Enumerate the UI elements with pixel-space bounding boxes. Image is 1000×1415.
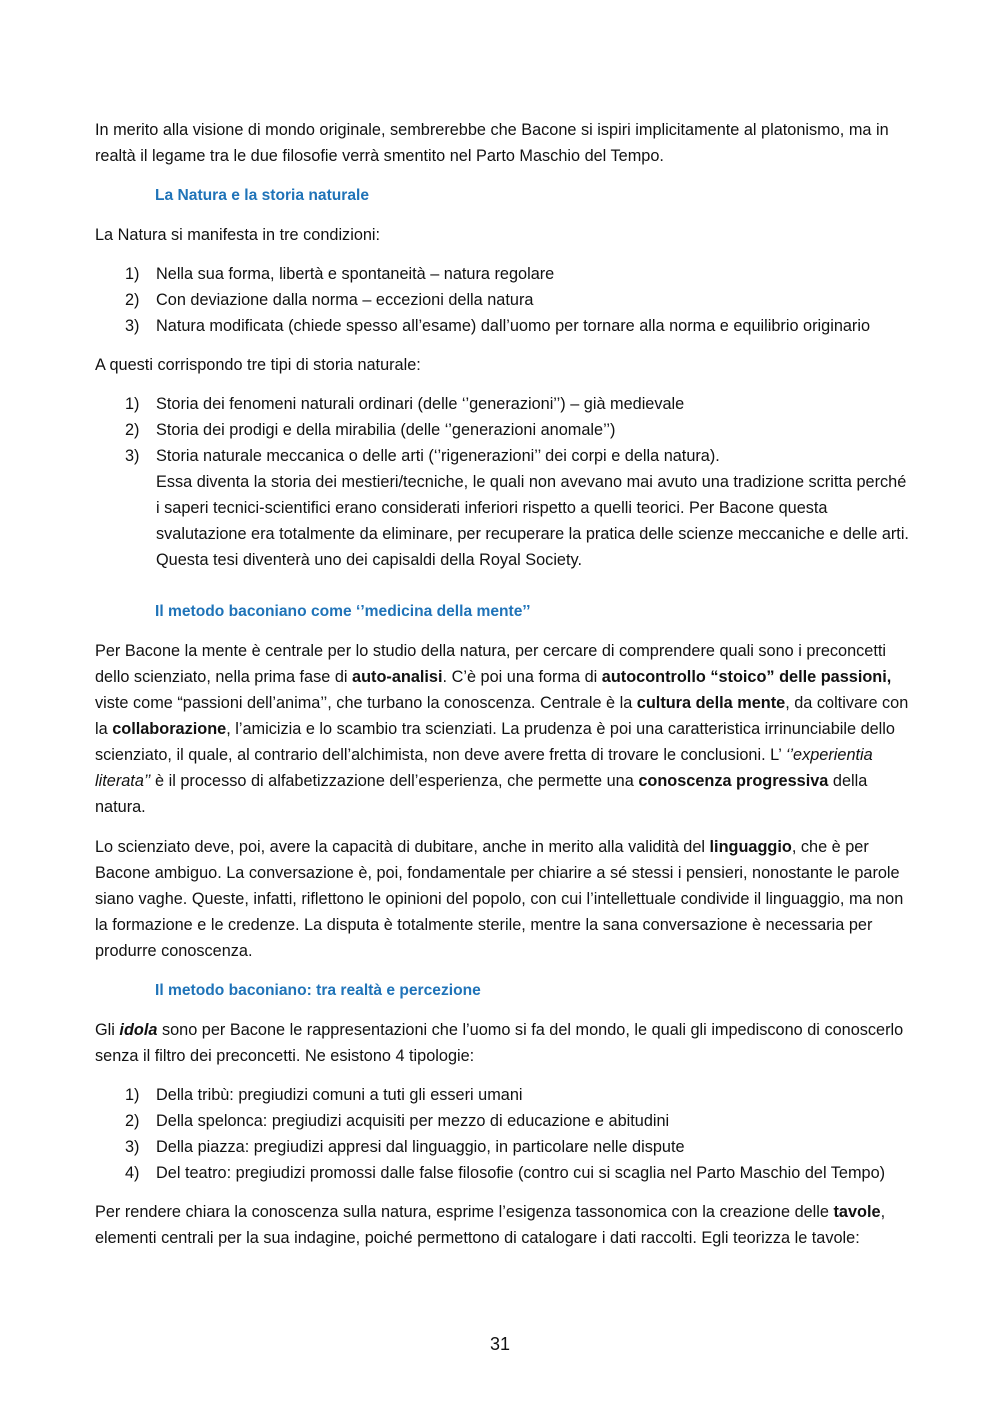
list-item: [95, 1108, 910, 1134]
natura-conditions-list: [95, 261, 910, 339]
list-item: [95, 417, 910, 443]
list-item: [95, 391, 910, 417]
idola-paragraph: [95, 1017, 910, 1069]
list-item-text: Natura modificata (chiede spesso all’esame) dall’uomo per tornare alla norma e equilibrio originario: [156, 317, 871, 335]
list-item: [95, 287, 910, 313]
list-item-text: Storia naturale meccanica o delle arti (‘’rigenerazioni’’ dei corpi e della natura).: [156, 447, 720, 465]
section-heading-percezione: Il metodo baconiano: tra realtà e percezione: [155, 982, 481, 999]
list-item-continuation: Essa diventa la storia dei mestieri/tecniche, le quali non avevano mai avuto una tradizione scritta perché i saperi tecnici-scientifici erano considerati inferiori rispetto a quelli teorici. Per Bacone questa svalutazione era totalmente da eliminare, per recuperare la pratica delle scienze meccaniche e delle arti. Questa tesi diventerà uno dei capisaldi della Royal Society.: [156, 473, 909, 569]
list-item: [95, 443, 910, 573]
list-number: 1): [125, 395, 140, 413]
list-item-text: Della spelonca: pregiudizi acquisiti per mezzo di educazione e abitudini: [156, 1112, 670, 1130]
bold-term: autocontrollo “stoico” delle passioni,: [601, 668, 892, 686]
text-run: è il processo di alfabetizzazione dell’esperienza, che permette una: [150, 772, 639, 790]
natura-conditions-intro: La Natura si manifesta in tre condizioni:: [95, 226, 381, 244]
bold-italic-term: idola: [119, 1021, 158, 1039]
list-item: [95, 1134, 910, 1160]
list-item-text: Della piazza: pregiudizi appresi dal linguaggio, in particolare nelle dispute: [156, 1138, 685, 1156]
list-number: 3): [125, 317, 140, 335]
bold-term: auto-analisi: [352, 668, 443, 686]
bold-term: linguaggio: [709, 838, 792, 856]
linguaggio-paragraph: [95, 834, 910, 964]
list-number: 2): [125, 421, 140, 439]
italic-term: ‘’experientia literata’’: [95, 746, 873, 790]
bold-term: tavole: [833, 1203, 881, 1221]
tavole-paragraph: [95, 1199, 910, 1251]
medicina-paragraph: [95, 638, 910, 820]
section-heading-natura: La Natura e la storia naturale: [155, 187, 370, 204]
list-item: [95, 313, 910, 339]
section-heading-medicina: Il metodo baconiano come ‘’medicina della mente’’: [155, 603, 531, 620]
storia-types-intro: A questi corrispondo tre tipi di storia naturale:: [95, 356, 421, 374]
list-item-text: Con deviazione dalla norma – eccezioni della natura: [156, 291, 534, 309]
list-number: 3): [125, 447, 140, 465]
list-number: 1): [125, 1086, 140, 1104]
idola-list: [95, 1082, 910, 1186]
text-run: Per rendere chiara la conoscenza sulla natura, esprime l’esigenza tassonomica con la creazione delle: [95, 1203, 834, 1221]
text-run: Lo scienziato deve, poi, avere la capacità di dubitare, anche in merito alla validità del: [95, 838, 710, 856]
text-run: , l’amicizia e lo scambio tra scienziati. La prudenza è poi una caratteristica irrinunciabile dello scienziato, il quale, al contrario dell’alchimista, non deve avere fretta di trovare le conclusioni. L’: [95, 720, 895, 764]
text-run: . C’è poi una forma di: [442, 668, 602, 686]
bold-term: conoscenza progressiva: [638, 772, 829, 790]
text-run: della natura.: [95, 772, 868, 816]
list-item-text: Nella sua forma, libertà e spontaneità – natura regolare: [156, 265, 555, 283]
list-item: [95, 1160, 910, 1186]
text-run: sono per Bacone le rappresentazioni che l’uomo si fa del mondo, le quali gli impediscono di conoscerlo senza il filtro dei preconcetti. Ne esistono 4 tipologie:: [95, 1021, 904, 1065]
storia-types-list: [95, 391, 910, 573]
list-item-text: Storia dei prodigi e della mirabilia (delle ‘’generazioni anomale’’): [156, 421, 616, 439]
text-run: , elementi centrali per la sua indagine, poiché permettono di catalogare i dati raccolti. Egli teorizza le tavole:: [95, 1203, 886, 1247]
list-number: 2): [125, 1112, 140, 1130]
list-item-text: Storia dei fenomeni naturali ordinari (delle ‘’generazioni’’) – già medievale: [156, 395, 685, 413]
list-item-text: Della tribù: pregiudizi comuni a tuti gli esseri umani: [156, 1086, 523, 1104]
text-run: Gli: [95, 1021, 120, 1039]
text-run: Per Bacone la mente è centrale per lo studio della natura, per cercare di comprendere quali sono i preconcetti dello scienziato, nella prima fase di: [95, 642, 887, 686]
list-item: [95, 1082, 910, 1108]
list-number: 4): [125, 1164, 140, 1182]
text-run: , che è per Bacone ambiguo. La conversazione è, poi, fondamentale per chiarire a sé stessi i pensieri, nonostante le parole siano vaghe. Queste, infatti, riflettono le opinioni del popolo, con cui l’intellettuale condivide il linguaggio, ma non la formazione e le credenze. La disputa è totalmente sterile, mentre la sana conversazione è necessaria per produrre conoscenza.: [95, 838, 904, 960]
bold-term: cultura della mente: [636, 694, 786, 712]
list-number: 2): [125, 291, 140, 309]
bold-term: collaborazione: [112, 720, 227, 738]
text-run: , da coltivare con la: [95, 694, 909, 738]
list-item: [95, 261, 910, 287]
text-run: viste come “passioni dell’anima’’, che turbano la conoscenza. Centrale è la: [95, 694, 637, 712]
document-page: [95, 117, 910, 1251]
intro-paragraph: In merito alla visione di mondo originale, sembrerebbe che Bacone si ispiri implicitamente al platonismo, ma in realtà il legame tra le due filosofie verrà smentito nel Parto Maschio del Tempo.: [95, 121, 889, 165]
list-number: 1): [125, 265, 140, 283]
list-number: 3): [125, 1138, 140, 1156]
list-item-text: Del teatro: pregiudizi promossi dalle false filosofie (contro cui si scaglia nel Parto Maschio del Tempo): [156, 1164, 886, 1182]
page-number: 31: [489, 1334, 511, 1354]
